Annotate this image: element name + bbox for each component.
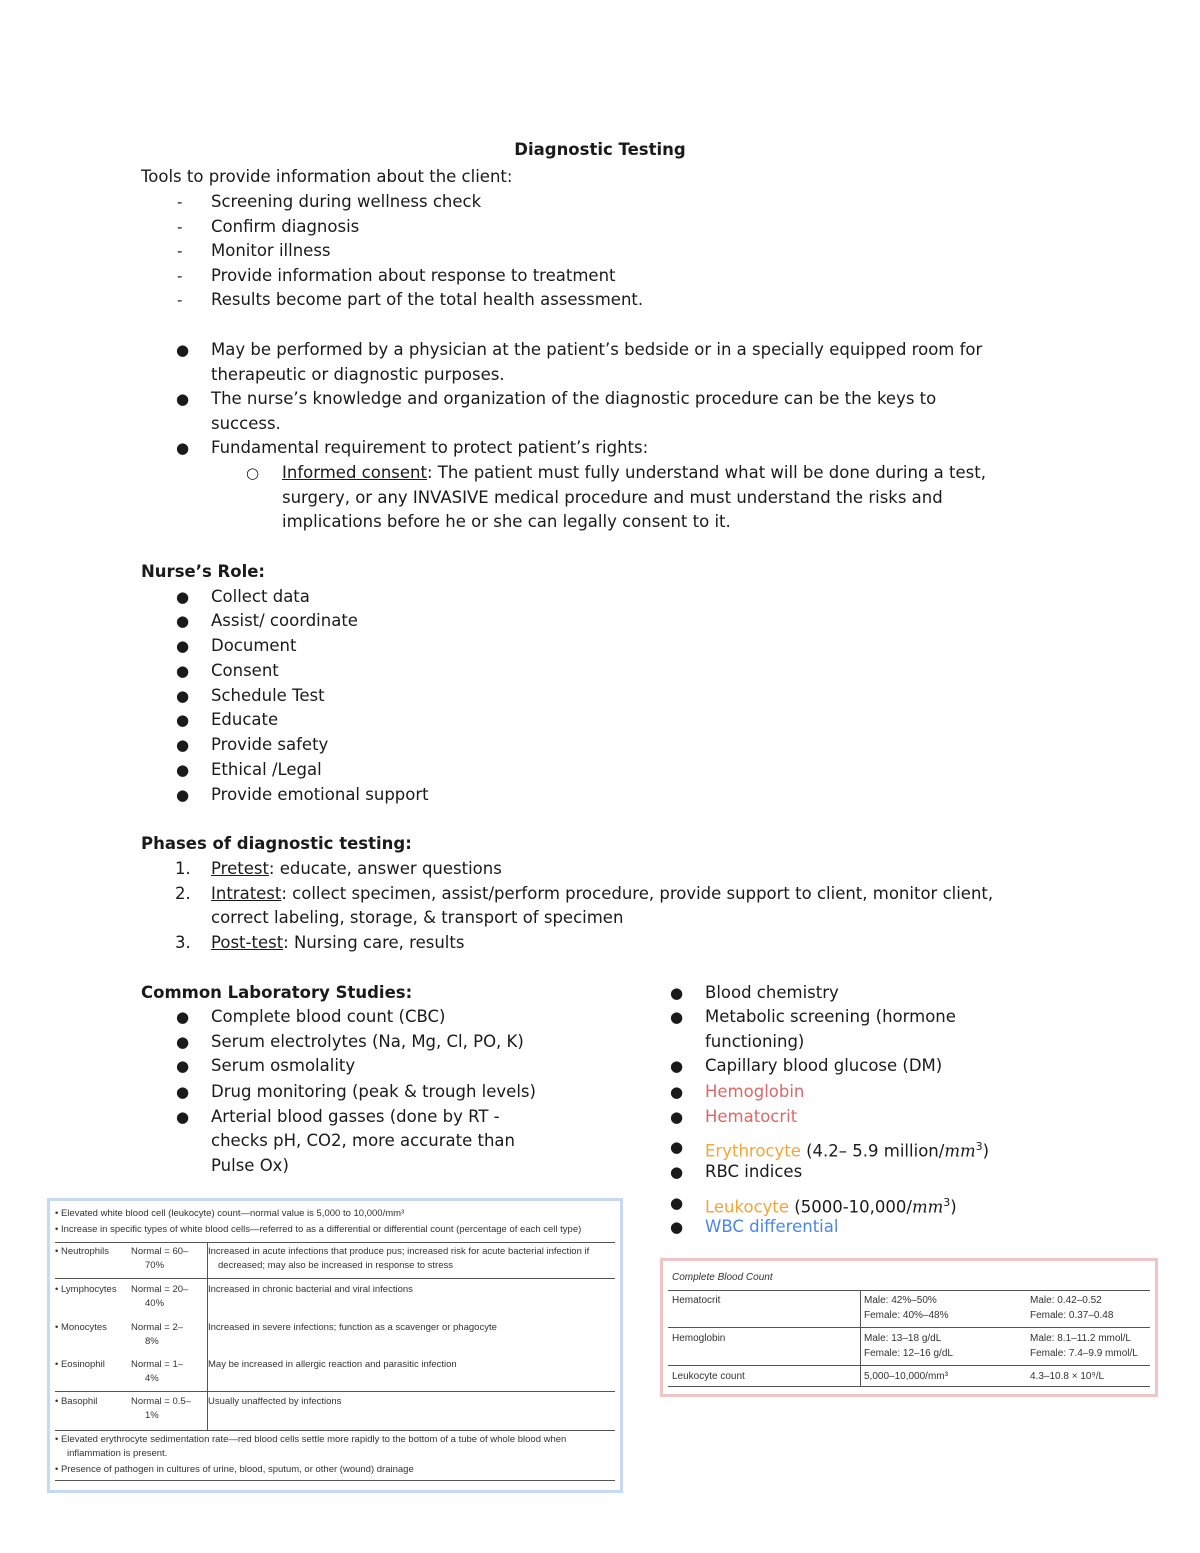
table-cell-normal: 1% (145, 1410, 159, 1421)
dash-item: Provide information about response to treatment (211, 266, 616, 285)
bullet-marker: ● (670, 1083, 684, 1101)
nurse-role-item: Collect data (211, 587, 310, 606)
close-paren: ) (950, 1197, 957, 1217)
phases-heading: Phases of diagnostic testing: (141, 834, 412, 853)
bullet-text: therapeutic or diagnostic purposes. (211, 365, 505, 384)
page-title: Diagnostic Testing (514, 140, 686, 159)
bullet-marker: ● (176, 786, 190, 804)
unit-exponent: 3 (975, 1140, 983, 1153)
bullet-text: May be performed by a physician at the patient’s bedside or in a specially equipped room for (211, 340, 983, 359)
table-cell-normal: Normal = 2– (131, 1322, 184, 1333)
cbc-cell: Female: 0.37–0.48 (1030, 1310, 1114, 1321)
table-cell-name: • Lymphocytes (55, 1284, 117, 1295)
leukocyte-term: Leukocyte (705, 1197, 790, 1217)
bullet-marker: ● (176, 736, 190, 754)
informed-consent-term: Informed consent (282, 463, 427, 482)
phase-number: 1. (175, 859, 191, 878)
dash-marker: - (177, 267, 183, 285)
phase-term: Pretest (211, 859, 269, 878)
cbc-row-name: Leukocyte count (672, 1371, 745, 1382)
bullet-marker: ● (176, 662, 190, 680)
bullet-marker: ● (176, 711, 190, 729)
nurse-role-item: Document (211, 636, 297, 655)
table-note: • Increase in specific types of white blood cells—referred to as a differential or differential count (percentage of each cell type) (55, 1224, 582, 1235)
leukocyte-range: (5000-10,000/ (789, 1197, 912, 1217)
cbc-cell: Male: 8.1–11.2 mmol/L (1030, 1333, 1131, 1344)
nurse-role-item: Provide emotional support (211, 785, 429, 804)
bullet-marker: ● (176, 1033, 190, 1051)
lab-item: Arterial blood gasses (done by RT - (211, 1107, 500, 1126)
table-note: • Elevated white blood cell (leukocyte) count—normal value is 5,000 to 10,000/mm³ (55, 1208, 405, 1219)
sub-bullet-text (282, 461, 986, 485)
table-cell-desc: Usually unaffected by infections (208, 1396, 342, 1407)
nurse-role-item: Educate (211, 710, 279, 729)
lab-item-hematocrit: Hematocrit (705, 1107, 798, 1126)
bullet-marker: ● (176, 1083, 190, 1101)
bullet-marker: ● (670, 1138, 684, 1156)
cbc-cell: 4.3–10.8 × 10⁹/L (1030, 1371, 1105, 1382)
lab-item: Blood chemistry (705, 983, 839, 1002)
table-cell-desc: Increased in acute infections that produce pus; increased risk for acute bacterial infection if (208, 1246, 590, 1257)
table-cell-normal: Normal = 1– (131, 1359, 184, 1370)
nurse-role-heading: Nurse’s Role: (141, 562, 266, 581)
bullet-marker: ● (670, 1108, 684, 1126)
table-note: • Elevated erythrocyte sedimentation rate—red blood cells settle more rapidly to the bottom of a tube of whole blood when (55, 1434, 567, 1445)
bullet-marker: ● (176, 341, 190, 359)
table-cell-normal: 4% (145, 1373, 159, 1384)
table-cell-normal: Normal = 60– (131, 1246, 189, 1257)
bullet-marker: ● (670, 984, 684, 1002)
lab-item: Metabolic screening (hormone (705, 1007, 956, 1026)
bullet-marker: ● (176, 761, 190, 779)
table-divider (860, 1290, 861, 1386)
table-note: inflammation is present. (67, 1448, 168, 1459)
cbc-table-title: Complete Blood Count (672, 1272, 773, 1283)
cbc-cell: Male: 42%–50% (864, 1295, 937, 1306)
dash-item: Confirm diagnosis (211, 217, 360, 236)
table-cell-name: • Eosinophil (55, 1359, 105, 1370)
table-cell-name: • Monocytes (55, 1322, 107, 1333)
lab-item: RBC indices (705, 1162, 803, 1181)
nurse-role-item: Schedule Test (211, 686, 325, 705)
lab-item: Complete blood count (CBC) (211, 1007, 446, 1026)
cbc-cell: Male: 0.42–0.52 (1030, 1295, 1102, 1306)
phase-description: : educate, answer questions (268, 859, 502, 878)
table-cell-normal: Normal = 0.5– (131, 1396, 191, 1407)
cbc-cell: Male: 13–18 g/dL (864, 1333, 942, 1344)
lab-item: Drug monitoring (peak & trough levels) (211, 1082, 536, 1101)
dash-marker: - (177, 242, 183, 260)
table-cell-desc: Increased in severe infections; function as a scavenger or phagocyte (208, 1322, 497, 1333)
cbc-cell: Female: 40%–48% (864, 1310, 949, 1321)
lab-item-wbc-differential: WBC differential (705, 1217, 839, 1236)
phase-description: : Nursing care, results (283, 933, 465, 952)
table-divider (55, 1480, 615, 1481)
bullet-marker: ● (176, 1057, 190, 1075)
lab-item: Serum electrolytes (Na, Mg, Cl, PO, K) (211, 1032, 524, 1051)
phase-number: 2. (175, 884, 191, 903)
lab-item: functioning) (705, 1032, 805, 1051)
phase-term: Post-test (211, 933, 284, 952)
lab-item: Pulse Ox) (211, 1156, 289, 1175)
dash-item: Monitor illness (211, 241, 331, 260)
bullet-marker: ● (670, 1008, 684, 1026)
table-divider (668, 1327, 1150, 1328)
bullet-marker: ● (670, 1218, 684, 1236)
sub-bullet-text: surgery, or any INVASIVE medical procedure and must understand the risks and (282, 488, 943, 507)
nurse-role-item: Consent (211, 661, 279, 680)
table-divider (55, 1430, 615, 1431)
bullet-marker: ● (670, 1194, 684, 1212)
table-note-text: Elevated white blood cell (leukocyte) count—normal value is 5,000 to 10,000/mm³ (60, 1208, 405, 1219)
bullet-marker: ● (670, 1057, 684, 1075)
bullet-marker: ● (176, 687, 190, 705)
sub-bullet-text: implications before he or she can legally consent to it. (282, 512, 731, 531)
table-cell-normal: 70% (145, 1260, 165, 1271)
informed-consent-text: : The patient must fully understand what will be done during a test, (426, 463, 986, 482)
erythrocyte-term: Erythrocyte (705, 1141, 801, 1161)
erythrocyte-range: (4.2– 5.9 million/ (800, 1141, 945, 1161)
cbc-cell: 5,000–10,000/mm³ (864, 1371, 948, 1382)
lab-heading: Common Laboratory Studies: (141, 983, 413, 1002)
cbc-table (660, 1258, 1158, 1397)
table-cell-normal: 40% (145, 1298, 165, 1309)
phase-text: correct labeling, storage, & transport of specimen (211, 908, 624, 927)
bullet-marker: ● (670, 1163, 684, 1181)
lab-item: checks pH, CO2, more accurate than (211, 1131, 515, 1150)
bullet-marker: ● (176, 390, 190, 408)
table-cell-normal: Normal = 20– (131, 1284, 189, 1295)
unit-exponent: 3 (943, 1196, 951, 1209)
table-note-text: Increase in specific types of white blood cells—referred to as a differential or differential count (percentage of each cell type) (60, 1224, 582, 1235)
phase-description: : collect specimen, assist/perform procedure, provide support to client, monitor client, (281, 884, 994, 903)
bullet-text: Fundamental requirement to protect patient’s rights: (211, 438, 649, 457)
dash-marker: - (177, 291, 183, 309)
phase-text (211, 857, 502, 881)
table-note-text: Elevated erythrocyte sedimentation rate—red blood cells settle more rapidly to the bottom of a tube of whole blood when (60, 1434, 567, 1445)
table-cell-desc: decreased; may also be increased in response to stress (218, 1260, 453, 1271)
close-paren: ) (982, 1141, 990, 1161)
table-divider (668, 1386, 1150, 1387)
table-cell-name: • Neutrophils (55, 1246, 110, 1257)
cbc-row-name: Hemoglobin (672, 1333, 726, 1344)
sub-bullet-marker: ○ (246, 464, 260, 482)
bullet-text: success. (211, 414, 281, 433)
bullet-marker: ● (176, 1008, 190, 1026)
table-divider (55, 1278, 615, 1279)
cell-text: Neutrophils (60, 1246, 110, 1257)
phase-term: Intratest (211, 884, 282, 903)
cell-text: Monocytes (60, 1322, 107, 1333)
table-divider (668, 1290, 1150, 1291)
dash-item: Screening during wellness check (211, 192, 482, 211)
table-cell-desc: May be increased in allergic reaction and parasitic infection (208, 1359, 457, 1370)
cell-text: Lymphocytes (60, 1284, 117, 1295)
nurse-role-item: Ethical /Legal (211, 760, 322, 779)
table-note: • Presence of pathogen in cultures of urine, blood, sputum, or other (wound) drainage (55, 1464, 414, 1475)
bullet-text: The nurse’s knowledge and organization of the diagnostic procedure can be the keys to (211, 389, 937, 408)
bullet-marker: ● (176, 588, 190, 606)
intro-text: Tools to provide information about the client: (141, 167, 513, 186)
dash-marker: - (177, 218, 183, 236)
lab-item: Serum osmolality (211, 1056, 356, 1075)
unit-text: mm (944, 1141, 976, 1161)
phase-number: 3. (175, 933, 191, 952)
table-cell-name: • Basophil (55, 1396, 98, 1407)
bullet-marker: ● (176, 637, 190, 655)
cbc-cell: Female: 7.4–9.9 mmol/L (1030, 1348, 1138, 1359)
cell-text: Eosinophil (60, 1359, 105, 1370)
table-divider (668, 1365, 1150, 1366)
bullet-marker: ● (176, 612, 190, 630)
nurse-role-item: Provide safety (211, 735, 329, 754)
cbc-cell: Female: 12–16 g/dL (864, 1348, 953, 1359)
lab-item: Capillary blood glucose (DM) (705, 1056, 943, 1075)
unit-text: mm (911, 1197, 944, 1217)
dash-item: Results become part of the total health assessment. (211, 290, 644, 309)
phase-text (211, 882, 993, 906)
table-cell-normal: 8% (145, 1336, 159, 1347)
table-note-text: Presence of pathogen in cultures of urine, blood, sputum, or other (wound) drainage (60, 1464, 414, 1475)
cbc-row-name: Hematocrit (672, 1295, 721, 1306)
cell-text: Basophil (60, 1396, 98, 1407)
bullet-marker: ● (176, 1108, 190, 1126)
bullet-marker: ● (176, 439, 190, 457)
nurse-role-item: Assist/ coordinate (211, 611, 358, 630)
dash-marker: - (177, 193, 183, 211)
table-cell-desc: Increased in chronic bacterial and viral infections (208, 1284, 413, 1295)
phase-text (211, 931, 464, 955)
table-divider (55, 1242, 615, 1243)
table-divider (55, 1391, 615, 1392)
wbc-table (47, 1198, 623, 1493)
lab-item-hemoglobin: Hemoglobin (705, 1082, 805, 1101)
